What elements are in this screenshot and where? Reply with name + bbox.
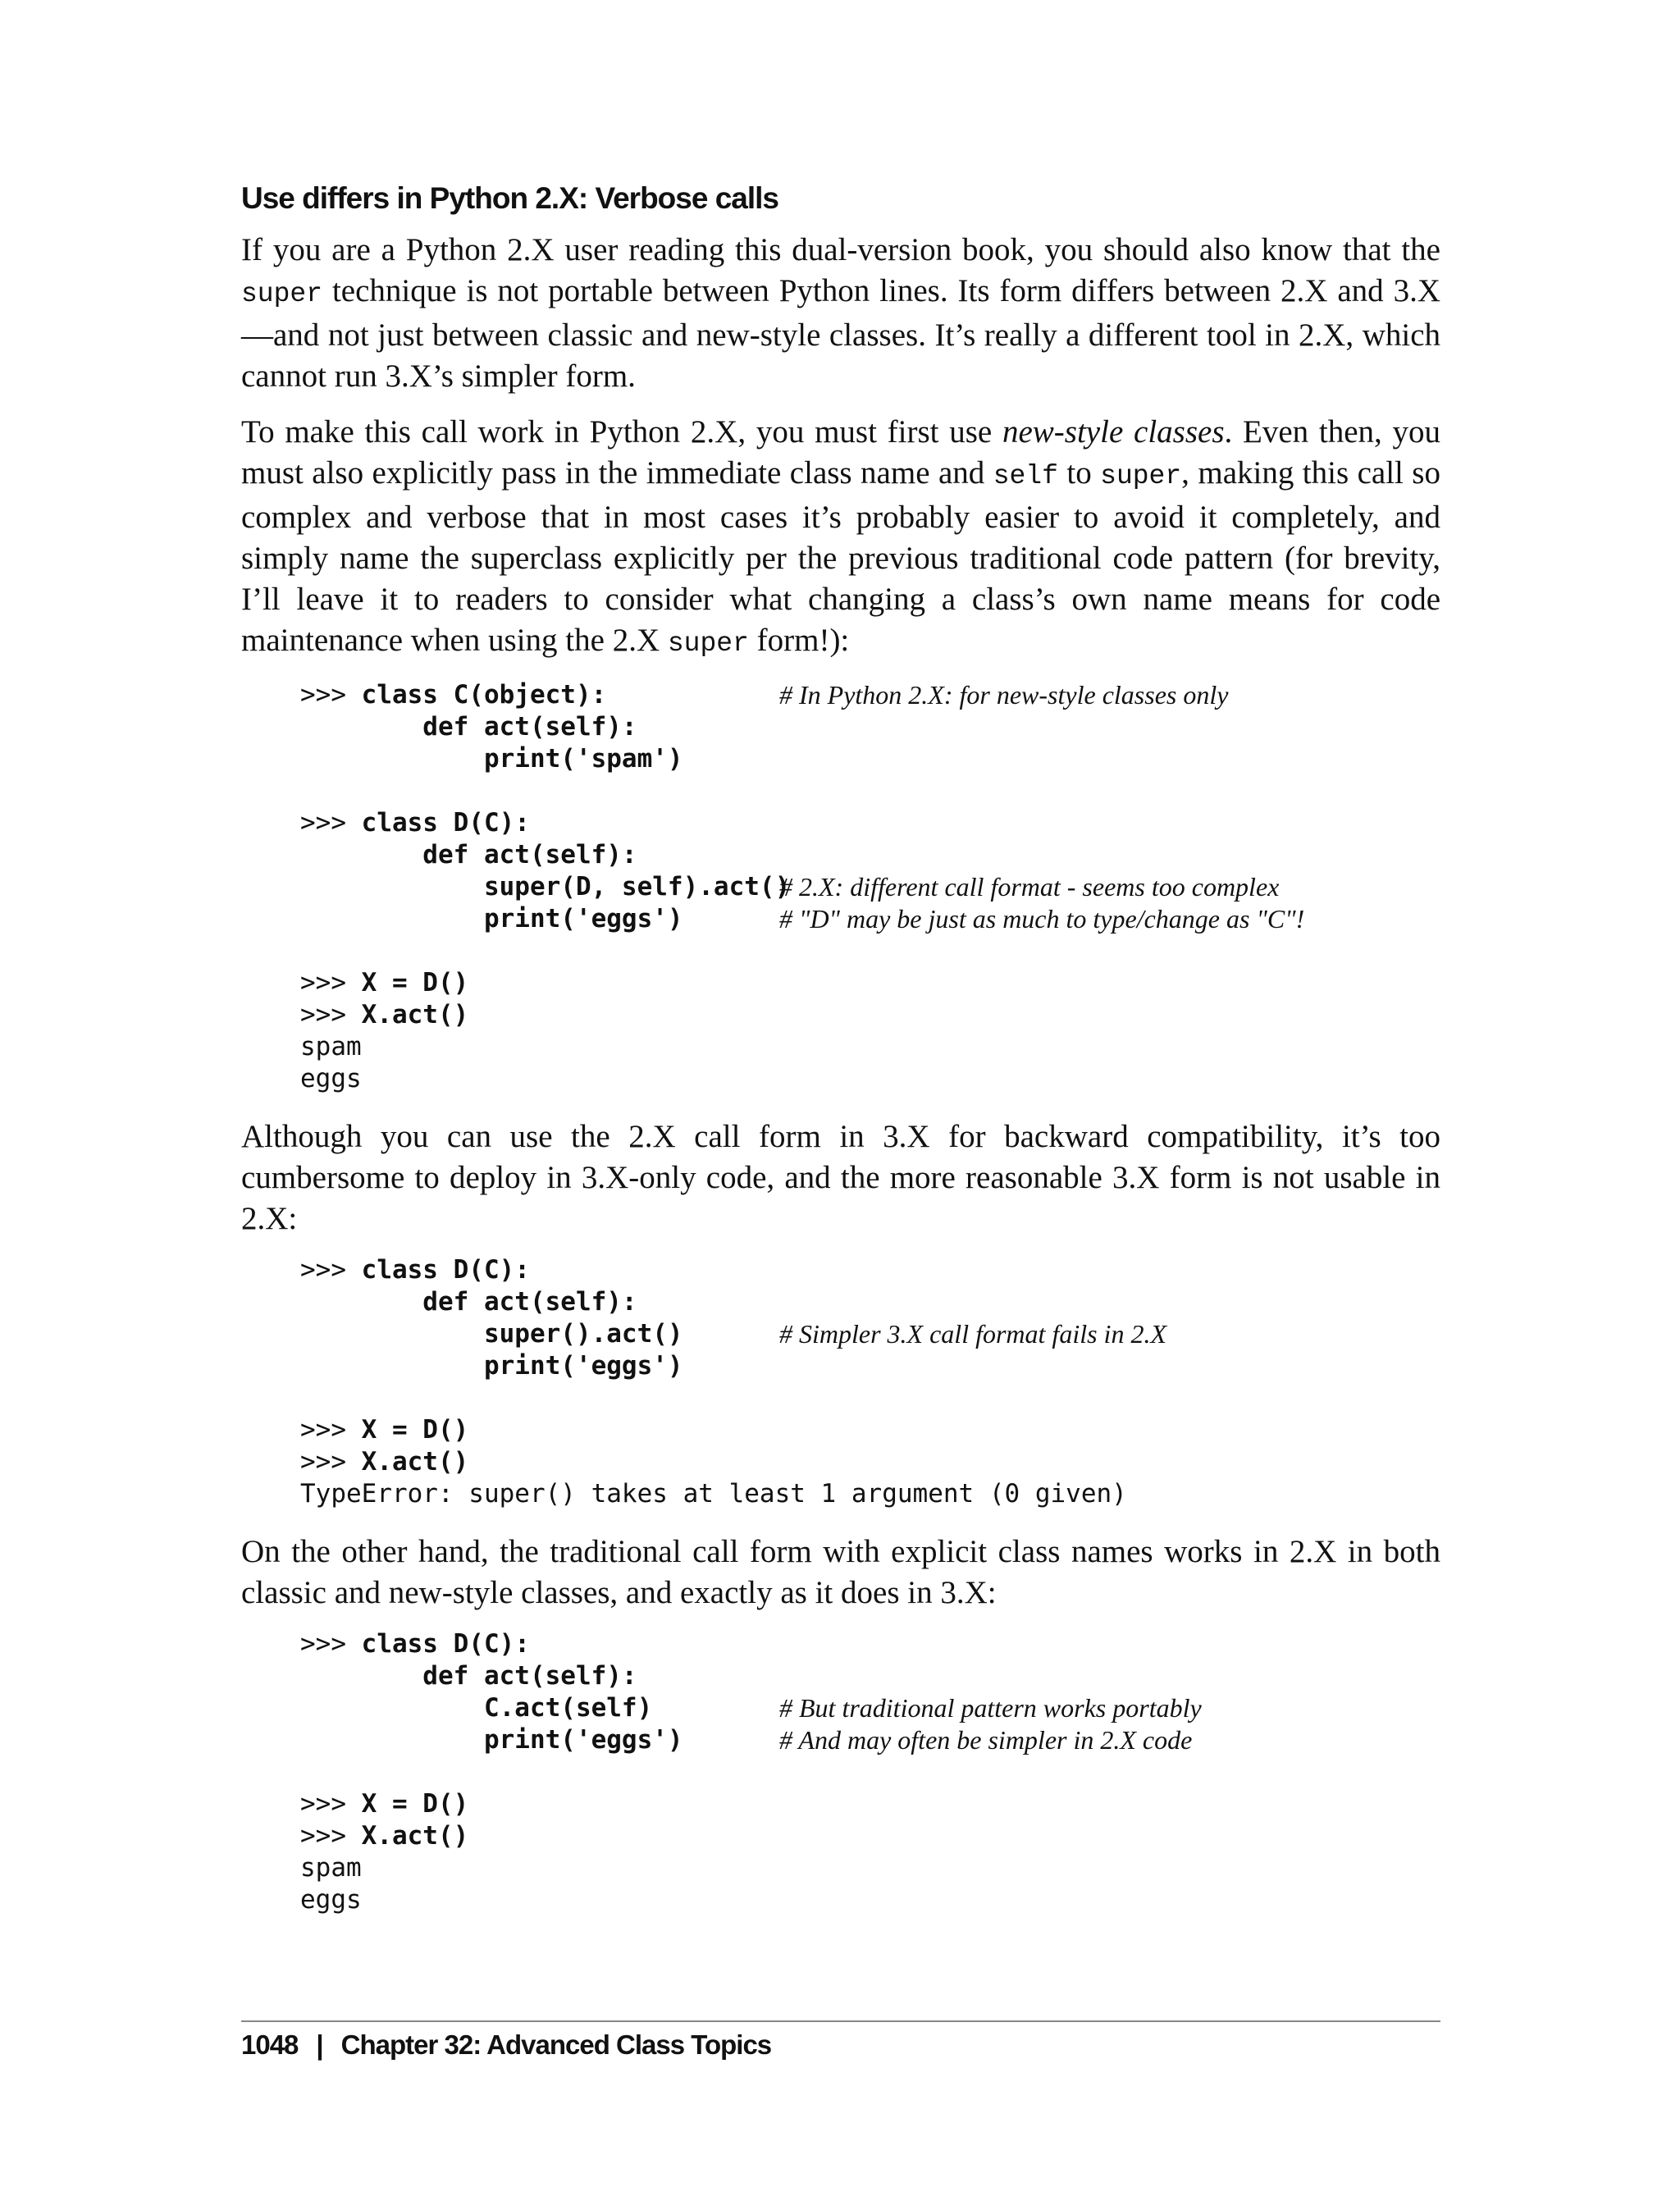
code-statement: X.act()	[361, 1447, 469, 1477]
code-comment: # Simpler 3.X call format fails in 2.X	[779, 1319, 1166, 1349]
footer-divider	[241, 2020, 1440, 2022]
code-line	[300, 1724, 1440, 1756]
code-statement: X.act()	[361, 1000, 469, 1030]
code-text	[300, 1031, 362, 1063]
code-statement: X = D()	[361, 1415, 469, 1445]
code-text	[300, 807, 530, 839]
code-prefix: >>>	[300, 1447, 362, 1477]
code-line	[300, 711, 1440, 743]
paragraph-4: On the other hand, the traditional call form with explicit class names works in 2.X in both classic and new-style classes, and exactly as it does in 3.X:	[241, 1534, 1440, 1611]
code-line	[300, 1692, 1440, 1724]
code-line	[300, 1031, 1440, 1063]
code-text	[300, 1660, 637, 1692]
code-line	[300, 1884, 1440, 1916]
code-line	[300, 999, 1440, 1031]
code-line	[300, 1478, 1440, 1510]
code-prefix: TypeError: super() takes at least 1 argument (0 given)	[300, 1479, 1127, 1509]
code-text	[300, 871, 790, 903]
code-block-2	[300, 1254, 1440, 1510]
paragraph-1: If you are a Python 2.X user reading this dual-version book, you should also know that the super technique is not portable between Python lines. Its form differs between 2.X and 3.X—and not just between classic and new-style classes. It’s really a different tool in 2.X, which cannot run 3.X’s simpler form.	[241, 232, 1440, 395]
code-statement: def act(self):	[300, 1661, 637, 1691]
code-prefix: >>>	[300, 968, 362, 998]
code-line	[300, 903, 1440, 935]
code-line	[300, 1414, 1440, 1446]
code-text	[300, 999, 468, 1031]
code-statement: super().act()	[300, 1319, 683, 1349]
code-line	[300, 1446, 1440, 1478]
code-text	[300, 1350, 683, 1382]
code-line	[300, 743, 1440, 775]
code-text	[300, 1286, 637, 1318]
code-statement: class D(C):	[361, 1629, 530, 1659]
code-statement: print('eggs')	[300, 1725, 683, 1755]
code-block-1	[300, 679, 1440, 1095]
code-prefix: eggs	[300, 1885, 362, 1915]
code-statement: X = D()	[361, 968, 469, 998]
code-line	[300, 1350, 1440, 1382]
code-prefix: spam	[300, 1032, 362, 1062]
code-line	[300, 871, 1440, 903]
chapter-title: Chapter 32: Advanced Class Topics	[340, 2029, 772, 2060]
code-prefix: eggs	[300, 1064, 362, 1094]
code-line	[300, 679, 1440, 711]
code-blank-line	[300, 1382, 1440, 1414]
code-line	[300, 1852, 1440, 1884]
inline-code: super	[667, 628, 749, 660]
code-statement: X.act()	[361, 1821, 469, 1851]
code-statement: print('spam')	[300, 744, 683, 774]
code-prefix: >>>	[300, 1629, 362, 1659]
code-line	[300, 967, 1440, 999]
code-statement: def act(self):	[300, 840, 637, 870]
code-text	[300, 1628, 530, 1660]
code-blank-line	[300, 1756, 1440, 1788]
code-line	[300, 1628, 1440, 1660]
code-prefix: >>>	[300, 808, 362, 838]
code-comment: # And may often be simpler in 2.X code	[779, 1725, 1193, 1755]
code-comment: # 2.X: different call format - seems too complex	[779, 872, 1280, 902]
code-text	[300, 1692, 652, 1724]
code-text	[300, 1724, 683, 1756]
inline-code: super	[1100, 461, 1182, 492]
code-blank-line	[300, 935, 1440, 967]
code-prefix: >>>	[300, 1255, 362, 1285]
paragraph-2: To make this call work in Python 2.X, you must first use new-style classes. Even then, you must also explicitly pass in the immediate class name and self to super, making this call so complex and verbose that in most cases it’s probably easier to avoid it completely, and simply name the superclass explicitly per the previous traditional code pattern (for brevity, I’ll leave it to readers to consider what changing a class’s own name means for code maintenance when using the 2.X super form!):	[241, 414, 1441, 660]
code-text	[300, 1414, 468, 1446]
code-statement: def act(self):	[300, 712, 637, 742]
code-text	[300, 1884, 362, 1916]
code-comment: # "D" may be just as much to type/change as "C"!	[779, 904, 1305, 934]
code-statement: class C(object):	[361, 680, 607, 710]
code-prefix: >>>	[300, 1000, 362, 1030]
code-prefix: >>>	[300, 1821, 362, 1851]
code-statement: X = D()	[361, 1789, 469, 1819]
code-comment: # But traditional pattern works portably	[779, 1693, 1202, 1723]
code-line	[300, 1820, 1440, 1852]
code-statement: super(D, self).act()	[300, 872, 791, 902]
code-statement: print('eggs')	[300, 1351, 683, 1381]
code-text	[300, 1318, 683, 1350]
emphasis: new-style classes	[1002, 414, 1225, 450]
page-body	[241, 180, 1440, 1938]
inline-code: super	[241, 279, 323, 310]
code-text	[300, 711, 637, 743]
footer-separator: |	[316, 2029, 323, 2060]
code-text	[300, 1254, 530, 1286]
code-blank-line	[300, 775, 1440, 807]
section-heading: Use differs in Python 2.X: Verbose calls	[241, 181, 779, 215]
code-statement: class D(C):	[361, 1255, 530, 1285]
code-block-3	[300, 1628, 1440, 1916]
code-text	[300, 1063, 362, 1095]
code-line	[300, 1660, 1440, 1692]
code-prefix: >>>	[300, 1415, 362, 1445]
code-statement: class D(C):	[361, 808, 530, 838]
paragraph-3: Although you can use the 2.X call form in 3.X for backward compatibility, it’s too cumbersome to deploy in 3.X-only code, and the more reasonable 3.X form is not usable in 2.X:	[241, 1119, 1440, 1237]
code-text	[300, 1478, 1127, 1510]
page-number: 1048	[241, 2029, 299, 2060]
code-line	[300, 1788, 1440, 1820]
code-text	[300, 839, 637, 871]
code-statement: C.act(self)	[300, 1693, 653, 1723]
code-text	[300, 1446, 468, 1478]
code-statement: print('eggs')	[300, 904, 683, 934]
code-prefix: >>>	[300, 1789, 362, 1819]
code-comment: # In Python 2.X: for new-style classes only	[779, 680, 1229, 710]
code-line	[300, 1318, 1440, 1350]
code-prefix: spam	[300, 1853, 362, 1883]
inline-code: self	[993, 461, 1058, 492]
code-line	[300, 807, 1440, 839]
code-text	[300, 679, 606, 711]
code-statement: def act(self):	[300, 1287, 637, 1317]
page-footer	[241, 2029, 771, 2061]
code-text	[300, 1788, 468, 1820]
code-text	[300, 1852, 362, 1884]
code-line	[300, 1286, 1440, 1318]
code-text	[300, 903, 683, 935]
code-text	[300, 743, 683, 775]
code-line	[300, 1063, 1440, 1095]
code-text	[300, 967, 468, 999]
code-text	[300, 1820, 468, 1852]
code-line	[300, 1254, 1440, 1286]
code-prefix: >>>	[300, 680, 362, 710]
code-line	[300, 839, 1440, 871]
